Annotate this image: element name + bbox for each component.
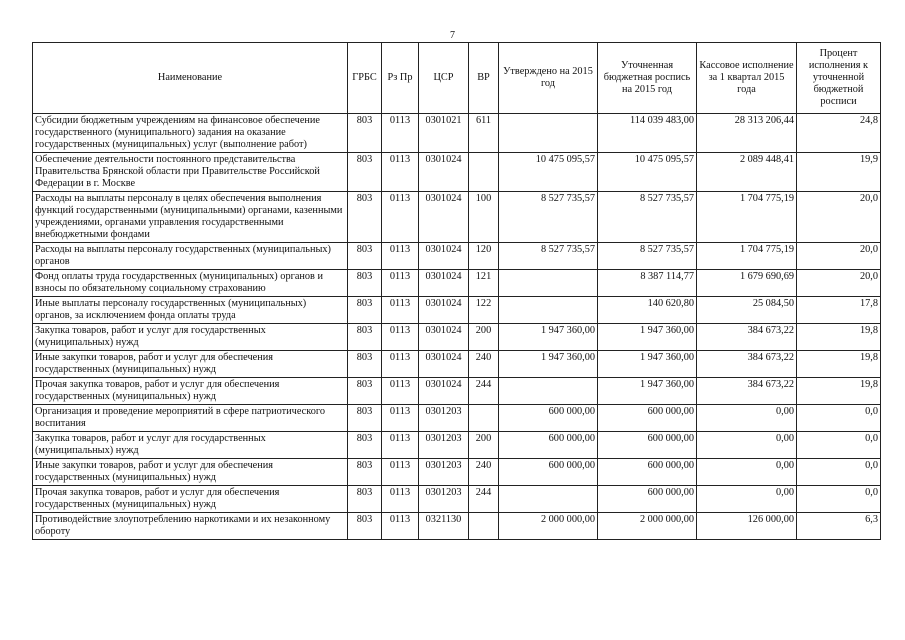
cell-name: Иные выплаты персоналу государственных (муниципальных) органов, за исключением фонда оплаты труда	[33, 297, 348, 324]
cell-cash: 1 704 775,19	[697, 192, 797, 243]
cell-name: Расходы на выплаты персоналу в целях обеспечения выполнения функций государственными (муниципальными) органами, казенными учреждениями, органами управления государственными внебюджетными фондами	[33, 192, 348, 243]
cell-rzpr: 0113	[382, 297, 419, 324]
page-number: 7	[450, 30, 455, 41]
table-row	[33, 432, 881, 459]
cell-approved: 8 527 735,57	[499, 243, 598, 270]
cell-grbs: 803	[348, 459, 382, 486]
cell-rzpr: 0113	[382, 192, 419, 243]
cell-grbs: 803	[348, 432, 382, 459]
cell-refined: 8 527 735,57	[598, 243, 697, 270]
budget-execution-table	[32, 42, 881, 540]
cell-vr: 611	[469, 114, 499, 153]
cell-csr: 0321130	[419, 513, 469, 540]
cell-refined: 600 000,00	[598, 405, 697, 432]
table-row	[33, 351, 881, 378]
cell-csr: 0301024	[419, 351, 469, 378]
table-header-row	[33, 43, 881, 114]
cell-refined: 600 000,00	[598, 459, 697, 486]
cell-csr: 0301024	[419, 324, 469, 351]
header-refined: Уточненная бюджетная роспись на 2015 год	[598, 43, 697, 114]
cell-name: Закупка товаров, работ и услуг для государственных (муниципальных) нужд	[33, 324, 348, 351]
cell-cash: 384 673,22	[697, 378, 797, 405]
cell-approved: 10 475 095,57	[499, 153, 598, 192]
table-row	[33, 114, 881, 153]
cell-rzpr: 0113	[382, 153, 419, 192]
cell-percent: 17,8	[797, 297, 881, 324]
cell-vr: 240	[469, 459, 499, 486]
cell-vr	[469, 513, 499, 540]
cell-vr: 121	[469, 270, 499, 297]
cell-rzpr: 0113	[382, 432, 419, 459]
cell-percent: 20,0	[797, 270, 881, 297]
cell-csr: 0301024	[419, 270, 469, 297]
cell-vr: 244	[469, 486, 499, 513]
cell-approved: 8 527 735,57	[499, 192, 598, 243]
cell-percent: 0,0	[797, 459, 881, 486]
cell-cash: 0,00	[697, 432, 797, 459]
cell-vr: 240	[469, 351, 499, 378]
cell-rzpr: 0113	[382, 486, 419, 513]
cell-refined: 10 475 095,57	[598, 153, 697, 192]
cell-rzpr: 0113	[382, 114, 419, 153]
header-vr: ВР	[469, 43, 499, 114]
cell-cash: 1 679 690,69	[697, 270, 797, 297]
cell-csr: 0301024	[419, 243, 469, 270]
cell-csr: 0301024	[419, 192, 469, 243]
cell-cash: 0,00	[697, 405, 797, 432]
header-rzpr: Рз Пр	[382, 43, 419, 114]
table-row	[33, 192, 881, 243]
cell-vr: 100	[469, 192, 499, 243]
cell-rzpr: 0113	[382, 324, 419, 351]
table-row	[33, 459, 881, 486]
cell-grbs: 803	[348, 513, 382, 540]
cell-cash: 25 084,50	[697, 297, 797, 324]
cell-percent: 19,8	[797, 378, 881, 405]
cell-percent: 19,8	[797, 351, 881, 378]
cell-percent: 6,3	[797, 513, 881, 540]
cell-csr: 0301024	[419, 297, 469, 324]
cell-vr: 120	[469, 243, 499, 270]
cell-cash: 126 000,00	[697, 513, 797, 540]
cell-percent: 19,9	[797, 153, 881, 192]
cell-csr: 0301203	[419, 486, 469, 513]
cell-approved	[499, 486, 598, 513]
cell-csr: 0301203	[419, 432, 469, 459]
cell-vr: 122	[469, 297, 499, 324]
cell-csr: 0301024	[419, 378, 469, 405]
cell-rzpr: 0113	[382, 351, 419, 378]
table-row	[33, 378, 881, 405]
cell-approved	[499, 297, 598, 324]
table-row	[33, 297, 881, 324]
cell-csr: 0301024	[419, 153, 469, 192]
cell-rzpr: 0113	[382, 513, 419, 540]
cell-approved: 1 947 360,00	[499, 351, 598, 378]
cell-refined: 114 039 483,00	[598, 114, 697, 153]
cell-refined: 2 000 000,00	[598, 513, 697, 540]
table-row	[33, 324, 881, 351]
cell-vr: 244	[469, 378, 499, 405]
cell-csr: 0301203	[419, 459, 469, 486]
header-percent: Процент исполнения к уточненной бюджетной росписи	[797, 43, 881, 114]
cell-grbs: 803	[348, 114, 382, 153]
cell-percent: 24,8	[797, 114, 881, 153]
cell-grbs: 803	[348, 378, 382, 405]
cell-grbs: 803	[348, 405, 382, 432]
cell-cash: 384 673,22	[697, 324, 797, 351]
header-name: Наименование	[33, 43, 348, 114]
cell-cash: 0,00	[697, 459, 797, 486]
cell-percent: 0,0	[797, 405, 881, 432]
cell-name: Закупка товаров, работ и услуг для государственных (муниципальных) нужд	[33, 432, 348, 459]
cell-rzpr: 0113	[382, 378, 419, 405]
cell-approved	[499, 378, 598, 405]
table-row	[33, 243, 881, 270]
cell-approved	[499, 270, 598, 297]
cell-vr: 200	[469, 324, 499, 351]
cell-name: Иные закупки товаров, работ и услуг для обеспечения государственных (муниципальных) нужд	[33, 351, 348, 378]
cell-name: Иные закупки товаров, работ и услуг для обеспечения государственных (муниципальных) нужд	[33, 459, 348, 486]
cell-refined: 140 620,80	[598, 297, 697, 324]
cell-vr: 200	[469, 432, 499, 459]
cell-percent: 20,0	[797, 243, 881, 270]
cell-rzpr: 0113	[382, 405, 419, 432]
cell-cash: 1 704 775,19	[697, 243, 797, 270]
cell-name: Субсидии бюджетным учреждениям на финансовое обеспечение государственного (муниципального) задания на оказание государственных (муниципальных) услуг (выполнение работ)	[33, 114, 348, 153]
cell-cash: 2 089 448,41	[697, 153, 797, 192]
cell-grbs: 803	[348, 324, 382, 351]
cell-approved: 600 000,00	[499, 459, 598, 486]
cell-grbs: 803	[348, 351, 382, 378]
cell-grbs: 803	[348, 153, 382, 192]
header-cash: Кассовое исполнение за 1 квартал 2015 года	[697, 43, 797, 114]
table-row	[33, 153, 881, 192]
cell-name: Противодействие злоупотреблению наркотиками и их незаконному обороту	[33, 513, 348, 540]
cell-percent: 0,0	[797, 432, 881, 459]
cell-cash: 28 313 206,44	[697, 114, 797, 153]
cell-refined: 600 000,00	[598, 486, 697, 513]
cell-csr: 0301203	[419, 405, 469, 432]
table-row	[33, 270, 881, 297]
cell-name: Прочая закупка товаров, работ и услуг для обеспечения государственных (муниципальных) нужд	[33, 486, 348, 513]
cell-percent: 19,8	[797, 324, 881, 351]
cell-refined: 600 000,00	[598, 432, 697, 459]
cell-rzpr: 0113	[382, 243, 419, 270]
cell-grbs: 803	[348, 486, 382, 513]
cell-vr	[469, 405, 499, 432]
cell-percent: 20,0	[797, 192, 881, 243]
cell-approved: 2 000 000,00	[499, 513, 598, 540]
cell-rzpr: 0113	[382, 270, 419, 297]
cell-vr	[469, 153, 499, 192]
cell-refined: 8 527 735,57	[598, 192, 697, 243]
cell-refined: 1 947 360,00	[598, 378, 697, 405]
table-row	[33, 486, 881, 513]
cell-approved: 600 000,00	[499, 432, 598, 459]
cell-name: Обеспечение деятельности постоянного представительства Правительства Брянской области при Правительстве Российской Федерации в г. Москве	[33, 153, 348, 192]
cell-percent: 0,0	[797, 486, 881, 513]
cell-approved: 1 947 360,00	[499, 324, 598, 351]
header-grbs: ГРБС	[348, 43, 382, 114]
cell-csr: 0301021	[419, 114, 469, 153]
cell-refined: 1 947 360,00	[598, 351, 697, 378]
header-csr: ЦСР	[419, 43, 469, 114]
cell-approved	[499, 114, 598, 153]
cell-grbs: 803	[348, 243, 382, 270]
cell-cash: 384 673,22	[697, 351, 797, 378]
cell-name: Организация и проведение мероприятий в сфере патриотического воспитания	[33, 405, 348, 432]
cell-name: Расходы на выплаты персоналу государственных (муниципальных) органов	[33, 243, 348, 270]
cell-rzpr: 0113	[382, 459, 419, 486]
cell-refined: 1 947 360,00	[598, 324, 697, 351]
table-row	[33, 405, 881, 432]
cell-grbs: 803	[348, 270, 382, 297]
cell-grbs: 803	[348, 297, 382, 324]
cell-refined: 8 387 114,77	[598, 270, 697, 297]
cell-approved: 600 000,00	[499, 405, 598, 432]
cell-cash: 0,00	[697, 486, 797, 513]
cell-grbs: 803	[348, 192, 382, 243]
header-approved: Утверждено на 2015 год	[499, 43, 598, 114]
cell-name: Прочая закупка товаров, работ и услуг для обеспечения государственных (муниципальных) нужд	[33, 378, 348, 405]
cell-name: Фонд оплаты труда государственных (муниципальных) органов и взносы по обязательному социальному страхованию	[33, 270, 348, 297]
table-row	[33, 513, 881, 540]
